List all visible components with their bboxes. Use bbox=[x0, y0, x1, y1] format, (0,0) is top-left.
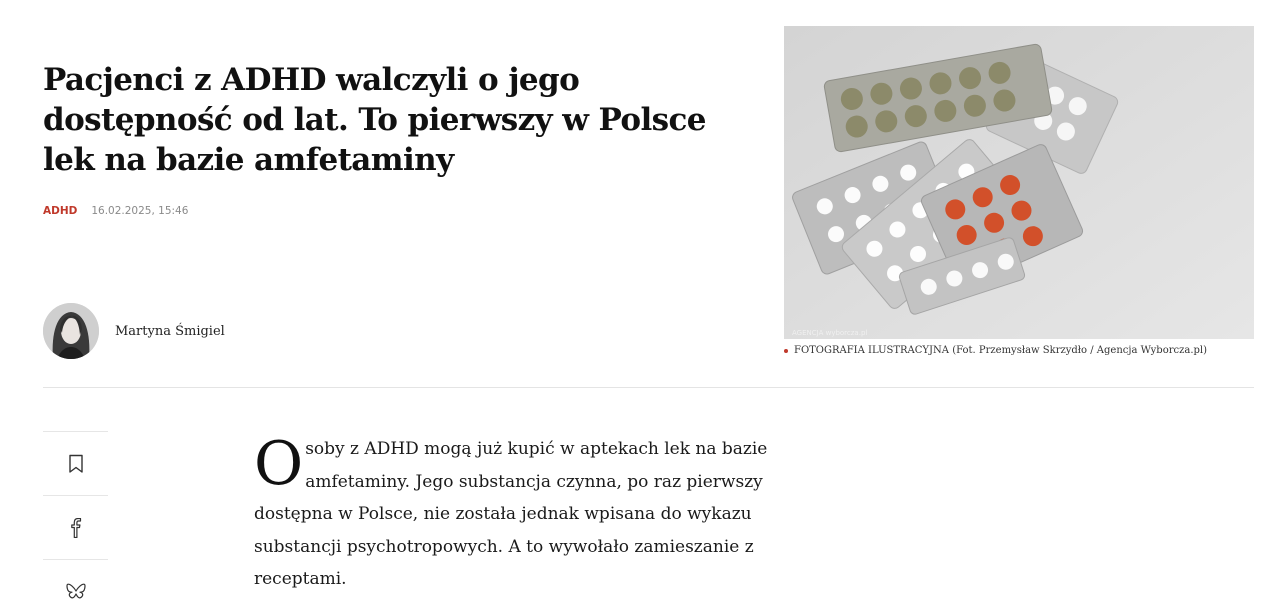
author-name-link[interactable]: Martyna Śmigiel bbox=[115, 323, 225, 339]
facebook-share-button[interactable] bbox=[43, 496, 108, 560]
article-lead bbox=[254, 429, 799, 596]
category-tag-link[interactable]: ADHD bbox=[43, 205, 78, 217]
author-avatar[interactable] bbox=[43, 303, 99, 359]
facebook-icon bbox=[70, 518, 82, 538]
share-toolbar bbox=[43, 431, 108, 599]
photo-watermark: AGENCJA wyborcza.pl bbox=[792, 329, 868, 337]
author-block[interactable] bbox=[43, 303, 225, 359]
lead-text: soby z ADHD mogą już kupić w aptekach lek na bazie amfetaminy. Jego substancja czynna, po raz pierwszy dostępna w Polsce, nie została jednak wpisana do wykazu substancji psychotropowych. A to wywołało zamieszanie z receptami. bbox=[254, 439, 768, 589]
caption-text: FOTOGRAFIA ILUSTRACYJNA (Fot. Przemysław Skrzydło / Agencja Wyborcza.pl) bbox=[794, 345, 1208, 356]
lead-dropcap: O bbox=[254, 429, 304, 499]
bookmark-icon bbox=[68, 454, 84, 474]
header-divider bbox=[43, 387, 1254, 388]
publish-date: 16.02.2025, 15:46 bbox=[91, 205, 189, 217]
article-photo bbox=[784, 26, 1254, 339]
caption-bullet-icon bbox=[784, 349, 788, 353]
bluesky-icon bbox=[66, 583, 86, 599]
bluesky-share-button[interactable] bbox=[43, 560, 108, 599]
article-meta bbox=[43, 205, 188, 217]
photo-caption bbox=[784, 345, 1207, 356]
article-headline: Pacjenci z ADHD walczyli o jego dostępność od lat. To pierwszy w Polsce lek na bazie amfetaminy bbox=[43, 62, 706, 178]
bookmark-button[interactable] bbox=[43, 432, 108, 496]
